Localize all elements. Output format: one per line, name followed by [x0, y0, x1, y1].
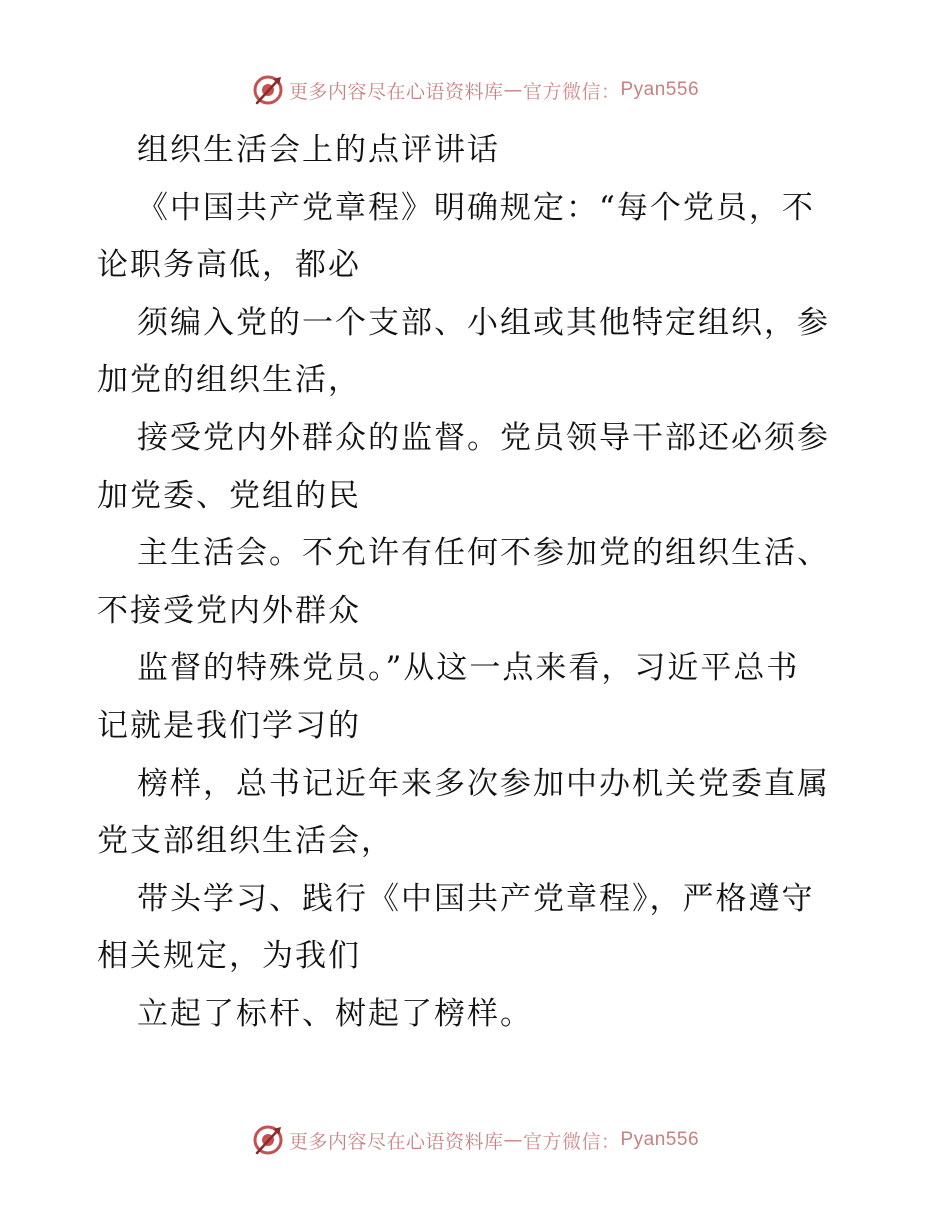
banner-wechat-label: 官方微信： — [522, 1130, 621, 1153]
banner-dash: — — [503, 1129, 523, 1151]
paragraph-line: 党支部组织生活会， — [97, 823, 394, 860]
header-watermark-banner — [0, 70, 950, 110]
footer-watermark-banner — [0, 1120, 950, 1160]
paragraph-line: 相关规定，为我们 — [97, 938, 361, 975]
paragraph-line: 主生活会。不允许有任何不参加党的组织生活、 — [137, 535, 830, 572]
paragraph-line: 监督的特殊党员。”从这一点来看，习近平总书 — [137, 650, 800, 687]
paragraph-line: 榜样，总书记近年来多次参加中办机关党委直属 — [137, 765, 830, 802]
quill-seal-icon — [251, 1123, 285, 1157]
paragraph-line: 不接受党内外群众 — [97, 592, 361, 629]
banner-text-main: 更多内容尽在心语资料库 — [288, 80, 504, 103]
quill-seal-icon — [251, 73, 285, 107]
paragraph-line: 《中国共产党章程》明确规定：“每个党员，不 — [137, 189, 815, 226]
banner-text-main: 更多内容尽在心语资料库 — [288, 1130, 504, 1153]
paragraph-line: 记就是我们学习的 — [97, 707, 361, 744]
paragraph-line: 论职务高低，都必 — [97, 247, 361, 284]
banner-wechat-id: Pyan556 — [620, 1129, 700, 1150]
paragraph-line: 加党的组织生活， — [97, 362, 361, 399]
paragraph-line: 立起了标杆、树起了榜样。 — [137, 995, 533, 1032]
paragraph-line: 接受党内外群众的监督。党员领导干部还必须参 — [137, 419, 830, 456]
document-title: 组织生活会上的点评讲话 — [137, 132, 500, 168]
paragraph-line: 须编入党的一个支部、小组或其他特定组织，参 — [137, 304, 830, 341]
paragraph-line: 加党委、党组的民 — [97, 477, 361, 514]
banner-wechat-id: Pyan556 — [620, 79, 700, 100]
document-body — [97, 122, 857, 1044]
banner-dash: — — [503, 79, 523, 101]
paragraph-line: 带头学习、践行《中国共产党章程》，严格遵守 — [137, 880, 815, 917]
banner-wechat-label: 官方微信： — [522, 80, 621, 103]
